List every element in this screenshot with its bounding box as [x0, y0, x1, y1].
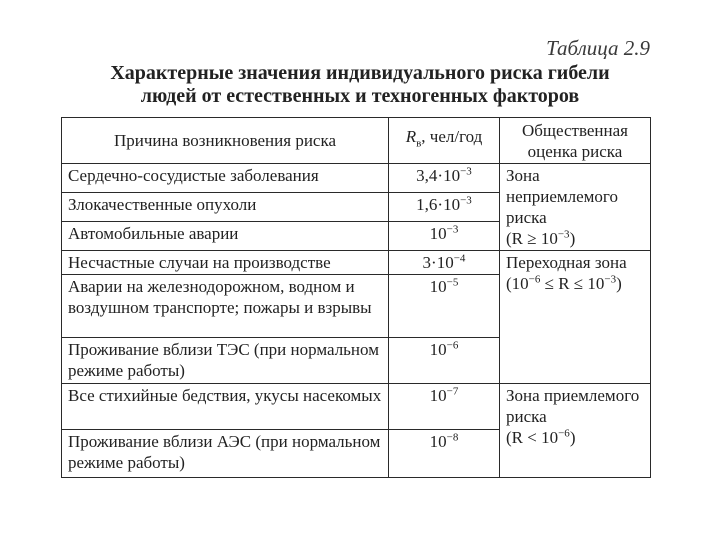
cause-cell: Злокачественные опухоли [62, 193, 389, 222]
value-cell [389, 338, 500, 384]
value-mantissa: 10 [429, 386, 447, 405]
cause-cell: Проживание вблизи ТЭС (при нормальном режиме работы) [62, 338, 389, 384]
zone-condition-end: ) [569, 229, 576, 248]
value-mantissa: 10 [429, 432, 447, 451]
header-cause-label: Причина возникновения риска [113, 131, 337, 150]
header-assessment [500, 118, 651, 164]
value-exponent: −3 [460, 194, 472, 207]
value-exponent: −5 [446, 276, 459, 289]
zone-acceptable [500, 384, 651, 478]
zone-unacceptable [500, 164, 651, 251]
value-mantissa: 10 [429, 224, 447, 243]
value-exponent: −8 [446, 431, 459, 444]
value-exponent: −6 [446, 339, 459, 352]
zone-text: Зона приемлемого риска [506, 386, 640, 426]
table-row [62, 251, 651, 275]
cause-cell: Несчастные случаи на производстве [62, 251, 389, 275]
cause-cell: Автомобильные аварии [62, 222, 389, 251]
header-value-symbol: R [405, 127, 417, 147]
header-row [62, 118, 651, 164]
zone-transitional [500, 251, 651, 384]
value-cell [389, 193, 500, 222]
value-exponent: −7 [446, 385, 459, 398]
value-mantissa: 10 [429, 340, 447, 359]
zone-condition-mid: ≤ R ≤ 10 [540, 274, 605, 293]
risk-table [61, 117, 651, 478]
zone-condition: (R ≥ 10 [506, 229, 558, 248]
value-cell [389, 430, 500, 478]
value-mantissa: 3,4·10 [416, 166, 461, 185]
zone-text: Переходная зона [506, 253, 627, 272]
table-row [62, 384, 651, 430]
zone-exponent: −6 [558, 427, 570, 440]
zone-exponent: −3 [557, 228, 570, 241]
value-exponent: −4 [453, 252, 466, 265]
header-value-subscript: в [416, 137, 422, 150]
zone-exponent: −6 [528, 273, 541, 286]
zone-condition-end: ) [569, 428, 576, 447]
value-cell [389, 275, 500, 338]
value-mantissa: 3·10 [422, 253, 454, 272]
zone-exponent-2: −3 [604, 273, 617, 286]
header-value-unit: , чел/год [421, 127, 483, 147]
header-assessment-label: Общественная оценка риска [522, 120, 628, 161]
value-exponent: −3 [460, 165, 472, 178]
value-cell [389, 384, 500, 430]
zone-condition-end: ) [616, 274, 622, 293]
title-line-2: людей от естественных и техногенных факторов [140, 85, 580, 107]
title-line-1: Характерные значения индивидуального риска гибели [110, 62, 610, 84]
value-mantissa: 10 [429, 277, 447, 296]
value-cell [389, 222, 500, 251]
zone-text: Зона неприемлемого риска [506, 166, 618, 227]
cause-cell: Все стихийные бедствия, укусы насекомых [62, 384, 389, 430]
cause-cell: Аварии на железнодорожном, водном и воздушном транспорте; пожары и взрывы [62, 275, 389, 338]
value-mantissa: 1,6·10 [416, 195, 461, 214]
value-cell [389, 251, 500, 275]
value-exponent: −3 [446, 223, 459, 236]
table-number-label: Таблица 2.9 [546, 36, 650, 60]
header-cause [62, 118, 389, 164]
zone-condition: (10 [506, 274, 529, 293]
value-cell [389, 164, 500, 193]
cause-cell: Проживание вблизи АЭС (при нормальном режиме работы) [62, 430, 389, 478]
table-row [62, 164, 651, 193]
table-title [60, 62, 660, 108]
zone-condition: (R < 10 [506, 428, 559, 447]
header-value [389, 118, 500, 164]
cause-cell: Сердечно-сосудистые заболевания [62, 164, 389, 193]
